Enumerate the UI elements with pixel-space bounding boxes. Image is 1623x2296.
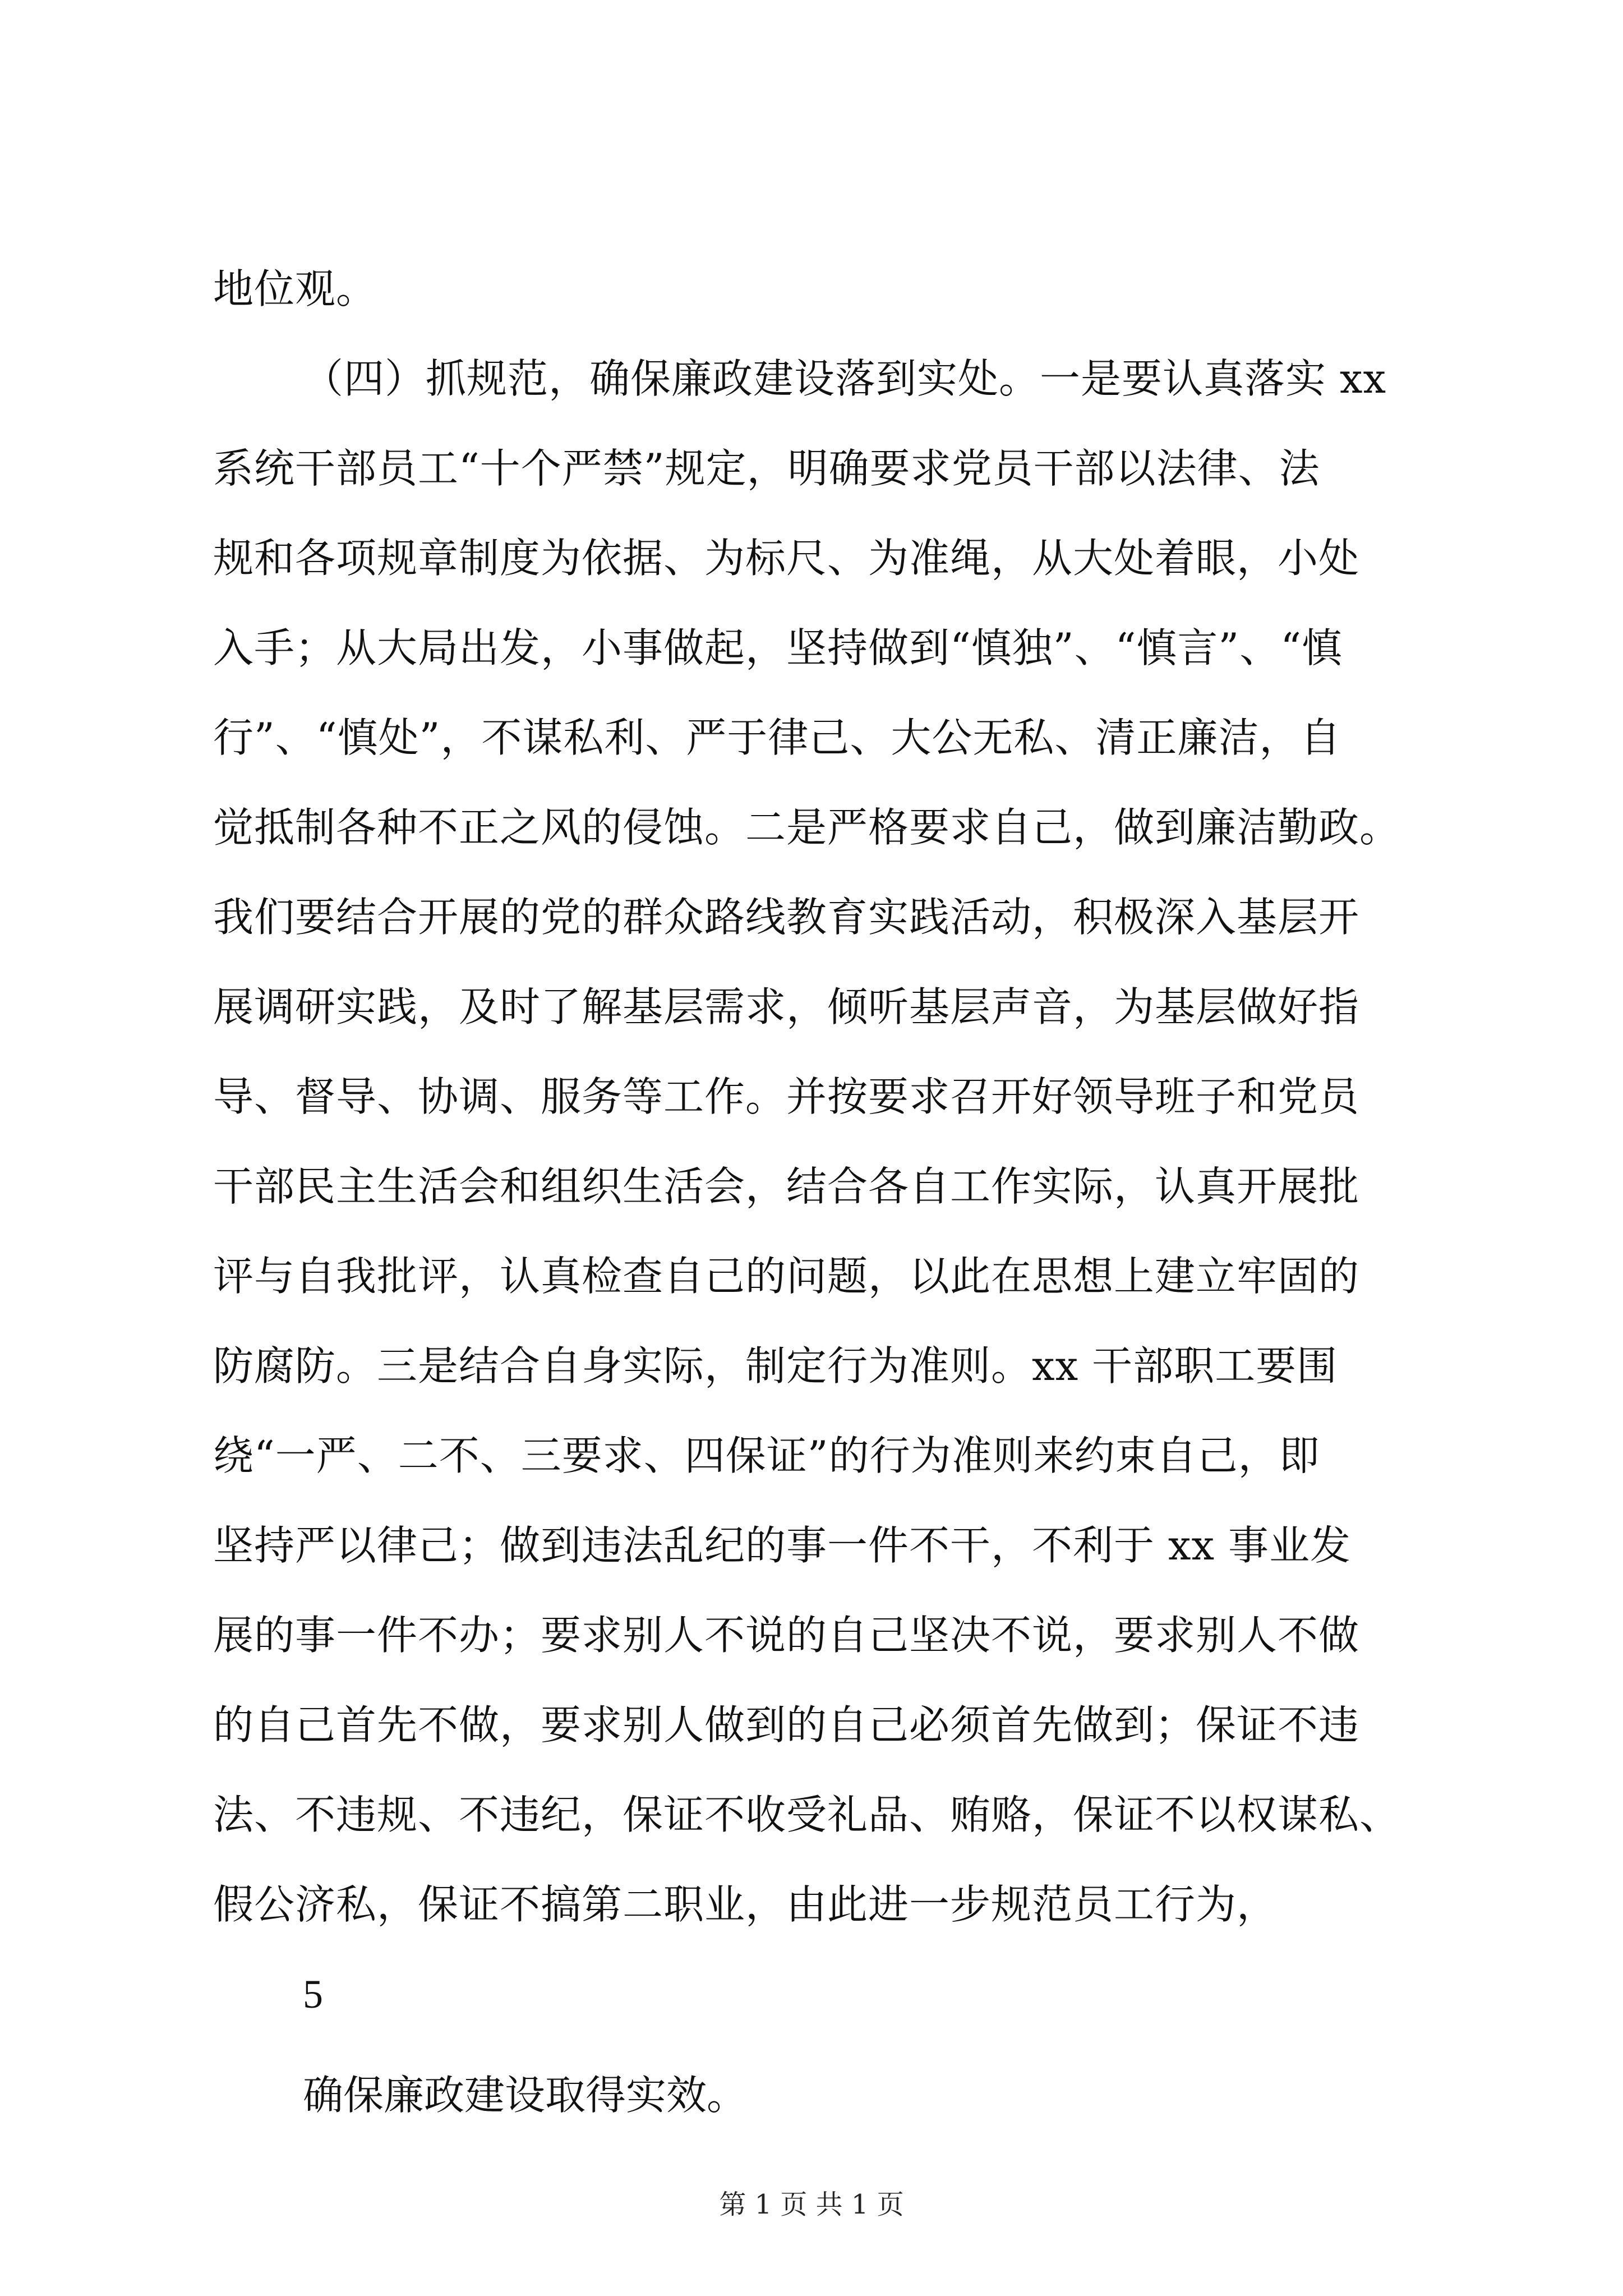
text-line: 干部民主生活会和组织生活会，结合各自工作实际，认真开展批 <box>213 1163 1360 1210</box>
text-line: 导、督导、协调、服务等工作。并按要求召开好领导班子和党员 <box>213 1073 1360 1120</box>
final-text-line: 确保廉政建设取得实效。 <box>303 2072 748 2119</box>
text-line: 坚持严以律己；做到违法乱纪的事一件不干，不利于 xx 事业发 <box>213 1522 1351 1569</box>
text-line: 行”、“慎处”，不谋私利、严于律己、大公无私、清正廉洁，自 <box>213 714 1341 761</box>
text-line: 地位观。 <box>213 265 377 312</box>
text-line: 我们要结合开展的党的群众路线教育实践活动，积极深入基层开 <box>213 894 1360 941</box>
text-line: 觉抵制各种不正之风的侵蚀。二是严格要求自己，做到廉洁勤政。 <box>213 804 1401 851</box>
page-footer: 第 1 页 共 1 页 <box>719 2189 904 2220</box>
text-line: 防腐防。三是结合自身实际，制定行为准则。xx 干部职工要围 <box>213 1342 1338 1389</box>
page-marker: 5 <box>303 1972 323 2017</box>
text-line: 的自己首先不做，要求别人做到的自己必须首先做到；保证不违 <box>213 1701 1360 1749</box>
text-line: 规和各项规章制度为依据、为标尺、为准绳，从大处着眼，小处 <box>213 535 1360 582</box>
text-line: 绕“一严、二不、三要求、四保证”的行为准则来约束自己，即 <box>213 1432 1320 1479</box>
text-line: 假公济私，保证不搞第二职业，由此进一步规范员工行为， <box>213 1881 1278 1928</box>
text-line: 展的事一件不办；要求别人不说的自己坚决不说，要求别人不做 <box>213 1612 1360 1659</box>
text-line: 入手；从大局出发，小事做起，坚持做到“慎独”、“慎言”、“慎 <box>213 624 1343 671</box>
text-line: 系统干部员工“十个严禁”规定，明确要求党员干部以法律、法 <box>213 445 1320 492</box>
text-line: 法、不违规、不违纪，保证不收受礼品、贿赂，保证不以权谋私、 <box>213 1791 1401 1838</box>
paragraph-start: （四）抓规范，确保廉政建设落到实处。一是要认真落实 xx <box>303 355 1387 402</box>
text-line: 展调研实践，及时了解基层需求，倾听基层声音，为基层做好指 <box>213 983 1360 1030</box>
text-line: 评与自我批评，认真检查自己的问题，以此在思想上建立牢固的 <box>213 1253 1360 1300</box>
